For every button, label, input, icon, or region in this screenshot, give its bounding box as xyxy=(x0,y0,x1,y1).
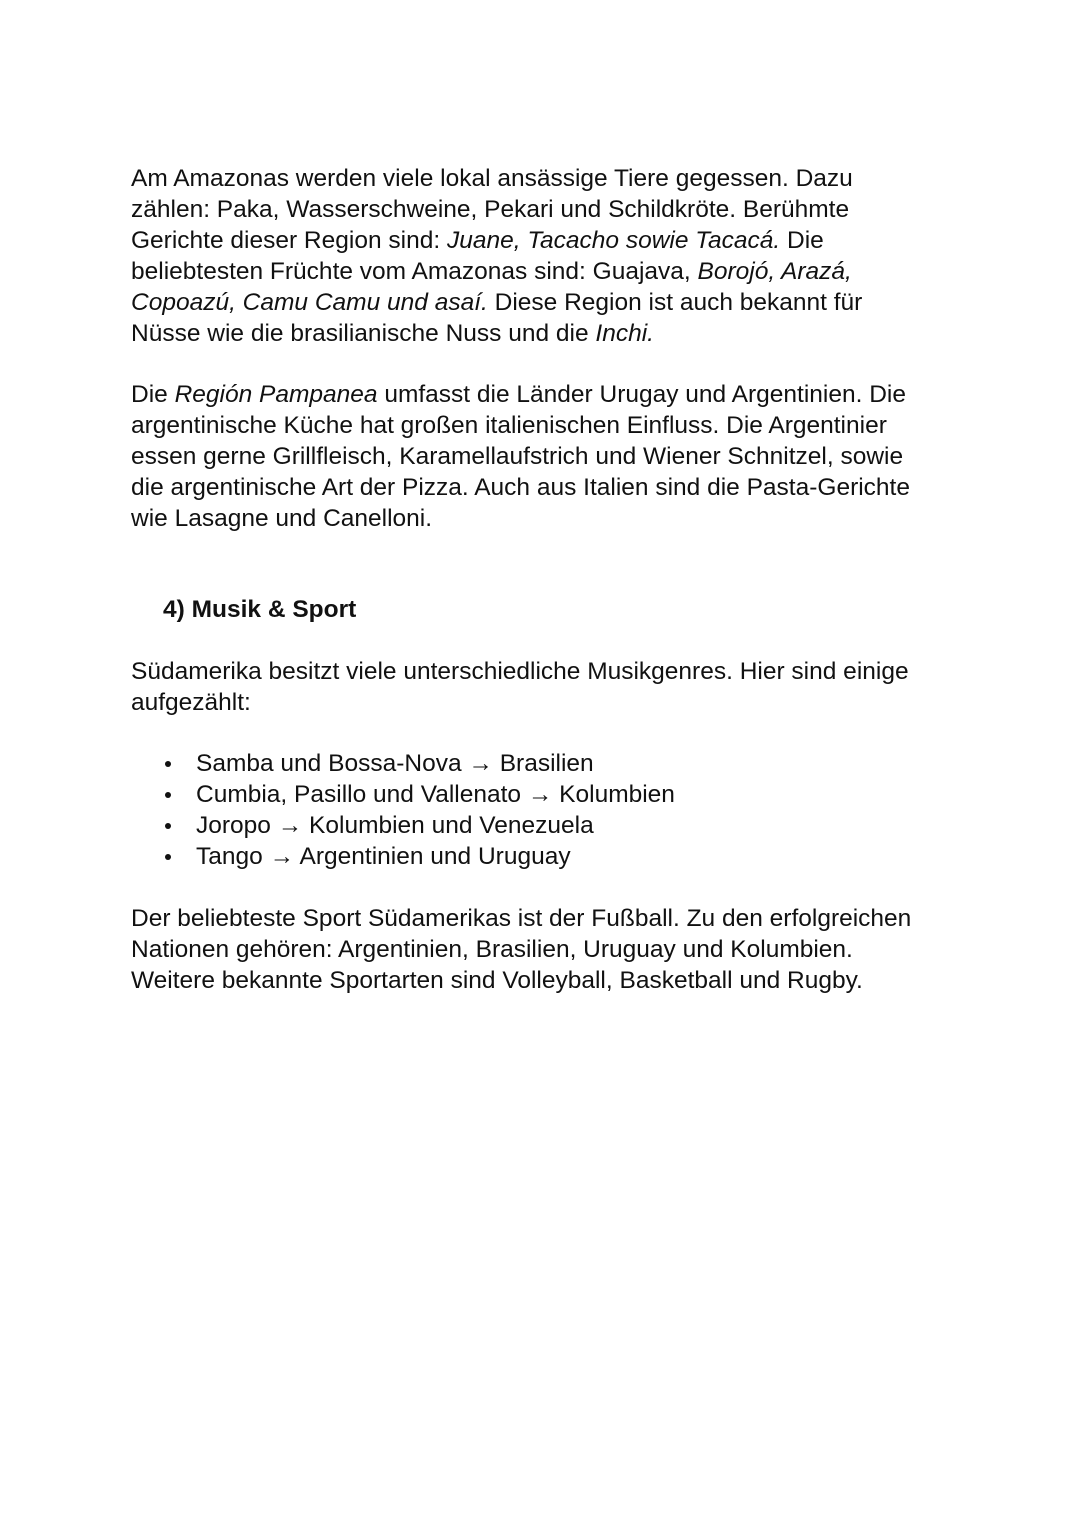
country: Kolumbien xyxy=(559,780,675,808)
bullet-icon xyxy=(165,854,171,860)
bullet-icon xyxy=(165,823,171,829)
arrow-right-icon: → xyxy=(277,811,303,839)
arrow-right-icon: → xyxy=(468,750,493,777)
list-item xyxy=(163,842,675,873)
music-genre-list xyxy=(163,749,675,873)
text-line: essen gerne Grillfleisch, Karamellaufstrich und Wiener Schnitzel, sowie xyxy=(131,442,904,470)
text-line: beliebtesten Früchte vom Amazonas sind: Guajava, Borojó, Arazá, xyxy=(131,257,852,285)
text-line: wie Lasagne und Canelloni. xyxy=(131,504,433,532)
text-line: Die Región Pampanea umfasst die Länder Urugay und Argentinien. Die xyxy=(131,381,906,408)
genre: Cumbia, Pasillo und Vallenato xyxy=(196,780,522,808)
section-heading: 4) Musik & Sport xyxy=(163,596,357,623)
genre: Joropo xyxy=(196,811,271,839)
dish-names: Juane, Tacacho sowie Tacacá. xyxy=(446,226,781,254)
text-line: Nationen gehören: Argentinien, Brasilien, Uruguay und Kolumbien. xyxy=(131,935,853,963)
nut-name: Inchi. xyxy=(595,319,654,347)
paragraph-sport xyxy=(131,904,961,997)
text-line: Am Amazonas werden viele lokal ansässige Tiere gegessen. Dazu xyxy=(131,165,853,192)
text-line: die argentinische Art der Pizza. Auch aus Italien sind die Pasta-Gerichte xyxy=(131,473,910,501)
paragraph-music-intro xyxy=(131,657,961,719)
text-line: Südamerika besitzt viele unterschiedliche Musikgenres. Hier sind einige xyxy=(131,658,909,685)
text-line: Weitere bekannte Sportarten sind Volleyball, Basketball und Rugby. xyxy=(131,966,863,994)
fruit-names: Borojó, Arazá, xyxy=(697,257,852,285)
list-item xyxy=(163,811,675,842)
genre: Samba und Bossa-Nova xyxy=(196,750,462,777)
text-line: Copoazú, Camu Camu und asaí. Diese Region ist auch bekannt für xyxy=(131,288,863,316)
text-line: zählen: Paka, Wasserschweine, Pekari und Schildkröte. Berühmte xyxy=(131,195,850,223)
arrow-right-icon: → xyxy=(527,780,553,808)
paragraph-amazonas xyxy=(131,164,961,349)
bullet-icon xyxy=(165,792,171,798)
list-item xyxy=(163,749,675,780)
country: Kolumbien und Venezuela xyxy=(309,811,594,839)
text-line: Nüsse wie die brasilianische Nuss und die Inchi. xyxy=(131,319,654,347)
paragraph-pampanea xyxy=(131,380,961,535)
country: Argentinien und Uruguay xyxy=(299,842,571,870)
list-item xyxy=(163,780,675,811)
region-name: Región Pampanea xyxy=(174,381,378,408)
country: Brasilien xyxy=(499,750,594,777)
text-line: aufgezählt: xyxy=(131,688,251,716)
bullet-icon xyxy=(165,761,171,767)
text-line: argentinische Küche hat großen italienischen Einfluss. Die Argentinier xyxy=(131,411,887,439)
fruit-names: Copoazú, Camu Camu und asaí. xyxy=(131,288,488,316)
text-line: Gerichte dieser Region sind: Juane, Tacacho sowie Tacacá. Die xyxy=(131,226,824,254)
genre: Tango xyxy=(196,842,263,870)
arrow-right-icon: → xyxy=(269,842,295,870)
text-line: Der beliebteste Sport Südamerikas ist der Fußball. Zu den erfolgreichen xyxy=(131,905,912,932)
